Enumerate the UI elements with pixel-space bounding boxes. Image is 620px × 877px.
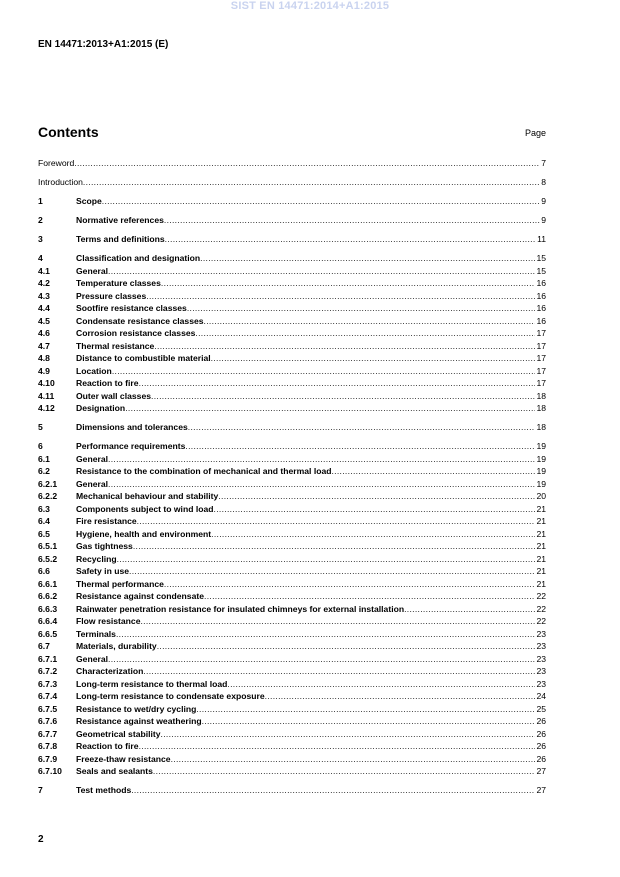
toc-entry-number: 3 <box>38 234 43 244</box>
toc-entry[interactable] <box>38 176 546 188</box>
toc-entry-page: 24 <box>536 691 546 701</box>
toc-entry-number: 6.7.10 <box>38 766 62 776</box>
toc-entry-number: 6.6.4 <box>38 616 58 626</box>
toc-dot-leader <box>102 196 540 207</box>
toc-entry-page: 16 <box>536 303 546 313</box>
toc-entry-page: 27 <box>536 766 546 776</box>
footer-page-number: 2 <box>38 834 44 845</box>
toc-dot-leader <box>211 529 535 540</box>
toc-entry-page: 7 <box>541 158 546 168</box>
toc-entry[interactable] <box>38 265 546 277</box>
toc-entry-title: Mechanical behaviour and stability <box>76 491 219 501</box>
toc-dot-leader <box>196 704 535 715</box>
toc-dot-leader <box>139 741 536 752</box>
toc-entry[interactable] <box>38 603 546 615</box>
toc-dot-leader <box>185 441 535 452</box>
toc-entry-page: 15 <box>536 265 546 276</box>
toc-entry-page: 18 <box>536 422 546 432</box>
toc-dot-leader <box>139 378 536 389</box>
toc-entry[interactable] <box>38 157 546 169</box>
toc-entry[interactable] <box>38 340 546 352</box>
toc-entry-number: 6.7.8 <box>38 741 58 751</box>
toc-entry-page: 18 <box>536 390 546 401</box>
toc-entry-title: General <box>76 653 109 664</box>
toc-entry-title: Performance requirements <box>76 441 186 451</box>
toc-entry-number: 4.4 <box>38 303 50 313</box>
toc-entry-title: Resistance against condensate <box>76 591 204 601</box>
standard-id: EN 14471:2013+A1:2015 (E) <box>38 39 169 50</box>
toc-entry-page: 19 <box>536 453 546 464</box>
toc-dot-leader <box>108 654 535 665</box>
watermark: SIST EN 14471:2014+A1:2015 <box>230 0 390 12</box>
toc-entry-title: Temperature classes <box>76 278 161 288</box>
toc-entry-number: 4.7 <box>38 340 50 351</box>
page-column-label: Page <box>524 128 546 138</box>
toc-entry[interactable] <box>38 478 546 490</box>
toc-dot-leader <box>108 266 535 277</box>
toc-dot-leader <box>204 316 536 327</box>
toc-dot-leader <box>204 591 535 602</box>
toc-entry[interactable] <box>38 653 546 665</box>
toc-dot-leader <box>157 641 536 652</box>
toc-entry-number: 6.7.7 <box>38 728 58 739</box>
toc-entry-page: 21 <box>536 541 546 551</box>
toc-dot-leader <box>171 754 536 765</box>
toc-dot-leader <box>112 366 536 377</box>
toc-dot-leader <box>146 291 535 302</box>
toc-entry-title: Characterization <box>76 666 144 676</box>
toc-entry-number: 6.6.3 <box>38 603 58 614</box>
toc-dot-leader <box>164 579 536 590</box>
toc-dot-leader <box>218 491 535 502</box>
toc-entry-number: 1 <box>38 196 43 206</box>
toc-dot-leader <box>161 278 536 289</box>
toc-entry-title: Scope <box>76 196 102 206</box>
toc-entry-title: Hygiene, health and environment <box>76 528 212 539</box>
toc-entry[interactable] <box>38 277 546 289</box>
toc-entry-number: 6.7.4 <box>38 691 58 701</box>
toc-entry-number: 6.2.2 <box>38 491 58 501</box>
toc-entry-page: 19 <box>536 466 546 476</box>
toc-entry-number: 6.7.2 <box>38 666 58 676</box>
toc-entry-page: 15 <box>536 253 546 263</box>
toc-entry-title: Long-term resistance to condensate exposure <box>76 691 265 701</box>
toc-entry-page: 22 <box>536 591 546 601</box>
toc-entry-page: 16 <box>536 315 546 326</box>
toc-entry-title: Sootfire resistance classes <box>76 303 187 313</box>
toc-entry-number: 6.6 <box>38 566 50 576</box>
toc-dot-leader <box>83 177 540 188</box>
toc-entry-page: 20 <box>536 491 546 501</box>
toc-entry-page: 21 <box>536 578 546 589</box>
toc-entry-number: 4.10 <box>38 378 55 388</box>
toc-entry-title: Foreword <box>38 158 75 168</box>
toc-entry-page: 21 <box>536 553 546 564</box>
toc-entry-page: 9 <box>541 215 546 225</box>
toc-entry[interactable] <box>38 440 546 452</box>
toc-entry-number: 6.2 <box>38 466 50 476</box>
toc-entry[interactable] <box>38 352 546 364</box>
toc-entry-page: 17 <box>536 365 546 376</box>
toc-dot-leader <box>227 679 535 690</box>
toc-entry-number: 6.5.2 <box>38 553 58 564</box>
toc-dot-leader <box>202 716 536 727</box>
toc-entry-page: 17 <box>536 378 546 388</box>
toc-dot-leader <box>331 466 535 477</box>
toc-entry-title: Flow resistance <box>76 616 141 626</box>
toc-entry[interactable] <box>38 377 546 389</box>
toc-entry-title: Resistance to wet/dry cycling <box>76 703 197 714</box>
toc-entry-number: 6.5.1 <box>38 541 58 551</box>
toc-entry-title: Reaction to fire <box>76 378 139 388</box>
toc-entry-page: 11 <box>537 234 546 244</box>
toc-entry-number: 6 <box>38 441 43 451</box>
toc-entry-page: 22 <box>536 616 546 626</box>
toc-entry-title: Classification and designation <box>76 253 201 263</box>
toc-entry-page: 22 <box>536 603 546 614</box>
toc-entry-number: 4.3 <box>38 290 50 301</box>
toc-entry-page: 19 <box>536 478 546 489</box>
toc-entry-page: 9 <box>541 196 546 206</box>
toc-dot-leader <box>125 403 535 414</box>
toc-entry-title: General <box>76 478 109 489</box>
toc-entry-title: Distance to combustible material <box>76 353 211 363</box>
toc-dot-leader <box>74 158 540 169</box>
toc-entry-page: 23 <box>536 641 546 651</box>
toc-dot-leader <box>214 504 536 515</box>
toc-entry-page: 26 <box>536 716 546 726</box>
toc-entry-page: 25 <box>536 703 546 714</box>
toc-entry[interactable] <box>38 590 546 602</box>
toc-entry-page: 17 <box>536 328 546 338</box>
toc-entry-number: 5 <box>38 422 43 432</box>
toc-dot-leader <box>151 391 535 402</box>
toc-entry-page: 27 <box>536 785 546 795</box>
toc-entry-number: 4.8 <box>38 353 50 363</box>
toc-dot-leader <box>117 554 536 565</box>
toc-entry[interactable] <box>38 628 546 640</box>
toc-entry-number: 7 <box>38 785 43 795</box>
toc-dot-leader <box>131 785 535 796</box>
toc-entry-page: 8 <box>541 177 546 187</box>
toc-entry-number: 4.6 <box>38 328 50 338</box>
toc-entry[interactable] <box>38 565 546 577</box>
toc-entry[interactable] <box>38 214 546 226</box>
toc-entry[interactable] <box>38 640 546 652</box>
toc-entry-page: 23 <box>536 678 546 689</box>
toc-entry-number: 4.9 <box>38 365 50 376</box>
toc-entry[interactable] <box>38 553 546 565</box>
toc-entry-page: 23 <box>536 628 546 639</box>
toc-entry-number: 4.1 <box>38 265 50 276</box>
toc-entry[interactable] <box>38 740 546 752</box>
toc-entry[interactable] <box>38 728 546 740</box>
toc-entry-title: Thermal performance <box>76 578 164 589</box>
toc-entry[interactable] <box>38 715 546 727</box>
toc-entry-title: Test methods <box>76 785 132 795</box>
toc-dot-leader <box>154 341 535 352</box>
toc-entry[interactable] <box>38 402 546 414</box>
toc-dot-leader <box>165 234 536 245</box>
toc-entry-page: 17 <box>536 353 546 363</box>
toc-entry-title: Recycling <box>76 553 117 564</box>
toc-entry-number: 6.6.1 <box>38 578 58 589</box>
toc-dot-leader <box>211 353 536 364</box>
toc-entry[interactable] <box>38 678 546 690</box>
toc-entry[interactable] <box>38 327 546 339</box>
toc-entry[interactable] <box>38 465 546 477</box>
toc-entry-number: 2 <box>38 215 43 225</box>
toc-entry[interactable] <box>38 315 546 327</box>
toc-entry-number: 4.12 <box>38 403 55 413</box>
toc-entry-number: 6.5 <box>38 528 50 539</box>
toc-entry-page: 18 <box>536 403 546 413</box>
toc-dot-leader <box>133 541 536 552</box>
toc-entry-number: 4.2 <box>38 278 50 288</box>
toc-entry-page: 26 <box>536 728 546 739</box>
toc-dot-leader <box>137 516 536 527</box>
toc-entry-title: Introduction <box>38 177 83 187</box>
toc-entry-page: 21 <box>536 528 546 539</box>
toc-entry[interactable] <box>38 665 546 677</box>
toc-entry-number: 6.3 <box>38 503 50 514</box>
toc-entry[interactable] <box>38 578 546 590</box>
toc-entry[interactable] <box>38 233 546 245</box>
toc-entry-title: Materials, durability <box>76 641 157 651</box>
toc-entry-number: 6.7.5 <box>38 703 58 714</box>
toc-entry-title: Resistance against weathering <box>76 716 202 726</box>
toc-entry-page: 23 <box>536 666 546 676</box>
toc-entry-title: Geometrical stability <box>76 728 161 739</box>
toc-entry[interactable] <box>38 490 546 502</box>
toc-entry-title: Terminals <box>76 628 116 639</box>
toc-entry-page: 26 <box>536 741 546 751</box>
toc-entry-title: Reaction to fire <box>76 741 139 751</box>
toc-entry-title: Resistance to the combination of mechanical and thermal load <box>76 466 332 476</box>
toc-entry[interactable] <box>38 615 546 627</box>
toc-entry[interactable] <box>38 703 546 715</box>
toc-dot-leader <box>143 666 535 677</box>
toc-entry[interactable] <box>38 195 546 207</box>
toc-dot-leader <box>161 729 536 740</box>
toc-entry[interactable] <box>38 390 546 402</box>
toc-dot-leader <box>404 604 535 615</box>
toc-entry-number: 6.4 <box>38 516 50 526</box>
toc-entry-number: 6.7.6 <box>38 716 58 726</box>
toc-dot-leader <box>108 479 535 490</box>
toc-entry-title: Corrosion resistance classes <box>76 328 196 338</box>
toc-entry-page: 23 <box>536 653 546 664</box>
toc-entry-title: Fire resistance <box>76 516 137 526</box>
toc-entry-title: Freeze-thaw resistance <box>76 753 171 764</box>
toc-entry-number: 6.7.9 <box>38 753 58 764</box>
toc-entry[interactable] <box>38 540 546 552</box>
toc-dot-leader <box>265 691 536 702</box>
contents-title: Contents <box>38 124 99 140</box>
toc-entry-page: 21 <box>536 516 546 526</box>
toc-entry-number: 6.6.5 <box>38 628 58 639</box>
toc-entry-page: 21 <box>536 503 546 514</box>
toc-entry[interactable] <box>38 784 546 796</box>
toc-entry[interactable] <box>38 453 546 465</box>
toc-dot-leader <box>116 629 535 640</box>
toc-entry-title: General <box>76 453 109 464</box>
toc-entry-number: 6.1 <box>38 453 50 464</box>
toc-dot-leader <box>153 766 536 777</box>
toc-entry[interactable] <box>38 252 546 264</box>
toc-dot-leader <box>129 566 535 577</box>
toc-entry-number: 6.7 <box>38 641 50 651</box>
toc-entry-number: 6.6.2 <box>38 591 58 601</box>
toc-entry-title: General <box>76 265 109 276</box>
toc-entry-number: 6.7.1 <box>38 653 58 664</box>
toc-entry-title: Outer wall classes <box>76 390 151 401</box>
toc-entry-title: Seals and sealants <box>76 766 153 776</box>
toc-entry[interactable] <box>38 421 546 433</box>
toc-entry[interactable] <box>38 290 546 302</box>
toc-entry-title: Condensate resistance classes <box>76 315 204 326</box>
toc-entry[interactable] <box>38 528 546 540</box>
toc-entry[interactable] <box>38 365 546 377</box>
toc-entry-number: 4 <box>38 253 43 263</box>
toc-entry-title: Normative references <box>76 215 164 225</box>
toc-entry-page: 19 <box>536 441 546 451</box>
toc-entry-title: Rainwater penetration resistance for insulated chimneys for external installation <box>76 603 405 614</box>
toc-entry-page: 16 <box>536 290 546 301</box>
toc-entry[interactable] <box>38 765 546 777</box>
toc-entry-title: Pressure classes <box>76 290 147 301</box>
toc-entry-page: 17 <box>536 340 546 351</box>
toc-entry[interactable] <box>38 753 546 765</box>
toc-dot-leader <box>164 215 540 226</box>
toc-entry-number: 4.11 <box>38 390 55 401</box>
toc-entry-number: 4.5 <box>38 315 50 326</box>
toc-entry-title: Designation <box>76 403 126 413</box>
toc-entry-page: 16 <box>536 278 546 288</box>
toc-entry-title: Gas tightness <box>76 541 133 551</box>
toc-entry-title: Long-term resistance to thermal load <box>76 678 228 689</box>
toc-entry[interactable] <box>38 515 546 527</box>
toc-dot-leader <box>187 303 536 314</box>
toc-entry-title: Safety in use <box>76 566 130 576</box>
toc-entry-title: Thermal resistance <box>76 340 155 351</box>
toc-dot-leader <box>188 422 536 433</box>
toc-entry-title: Location <box>76 365 112 376</box>
toc-entry-page: 26 <box>536 753 546 764</box>
toc-dot-leader <box>195 328 535 339</box>
toc-dot-leader <box>140 616 535 627</box>
toc-entry-title: Dimensions and tolerances <box>76 422 188 432</box>
toc-entry[interactable] <box>38 690 546 702</box>
toc-entry[interactable] <box>38 302 546 314</box>
toc-entry[interactable] <box>38 503 546 515</box>
toc-dot-leader <box>108 454 535 465</box>
toc-entry-title: Terms and definitions <box>76 234 165 244</box>
toc-entry-number: 6.7.3 <box>38 678 58 689</box>
toc-entry-number: 6.2.1 <box>38 478 58 489</box>
toc-entry-page: 21 <box>536 566 546 576</box>
toc-entry-title: Components subject to wind load <box>76 503 214 514</box>
toc-dot-leader <box>200 253 535 264</box>
